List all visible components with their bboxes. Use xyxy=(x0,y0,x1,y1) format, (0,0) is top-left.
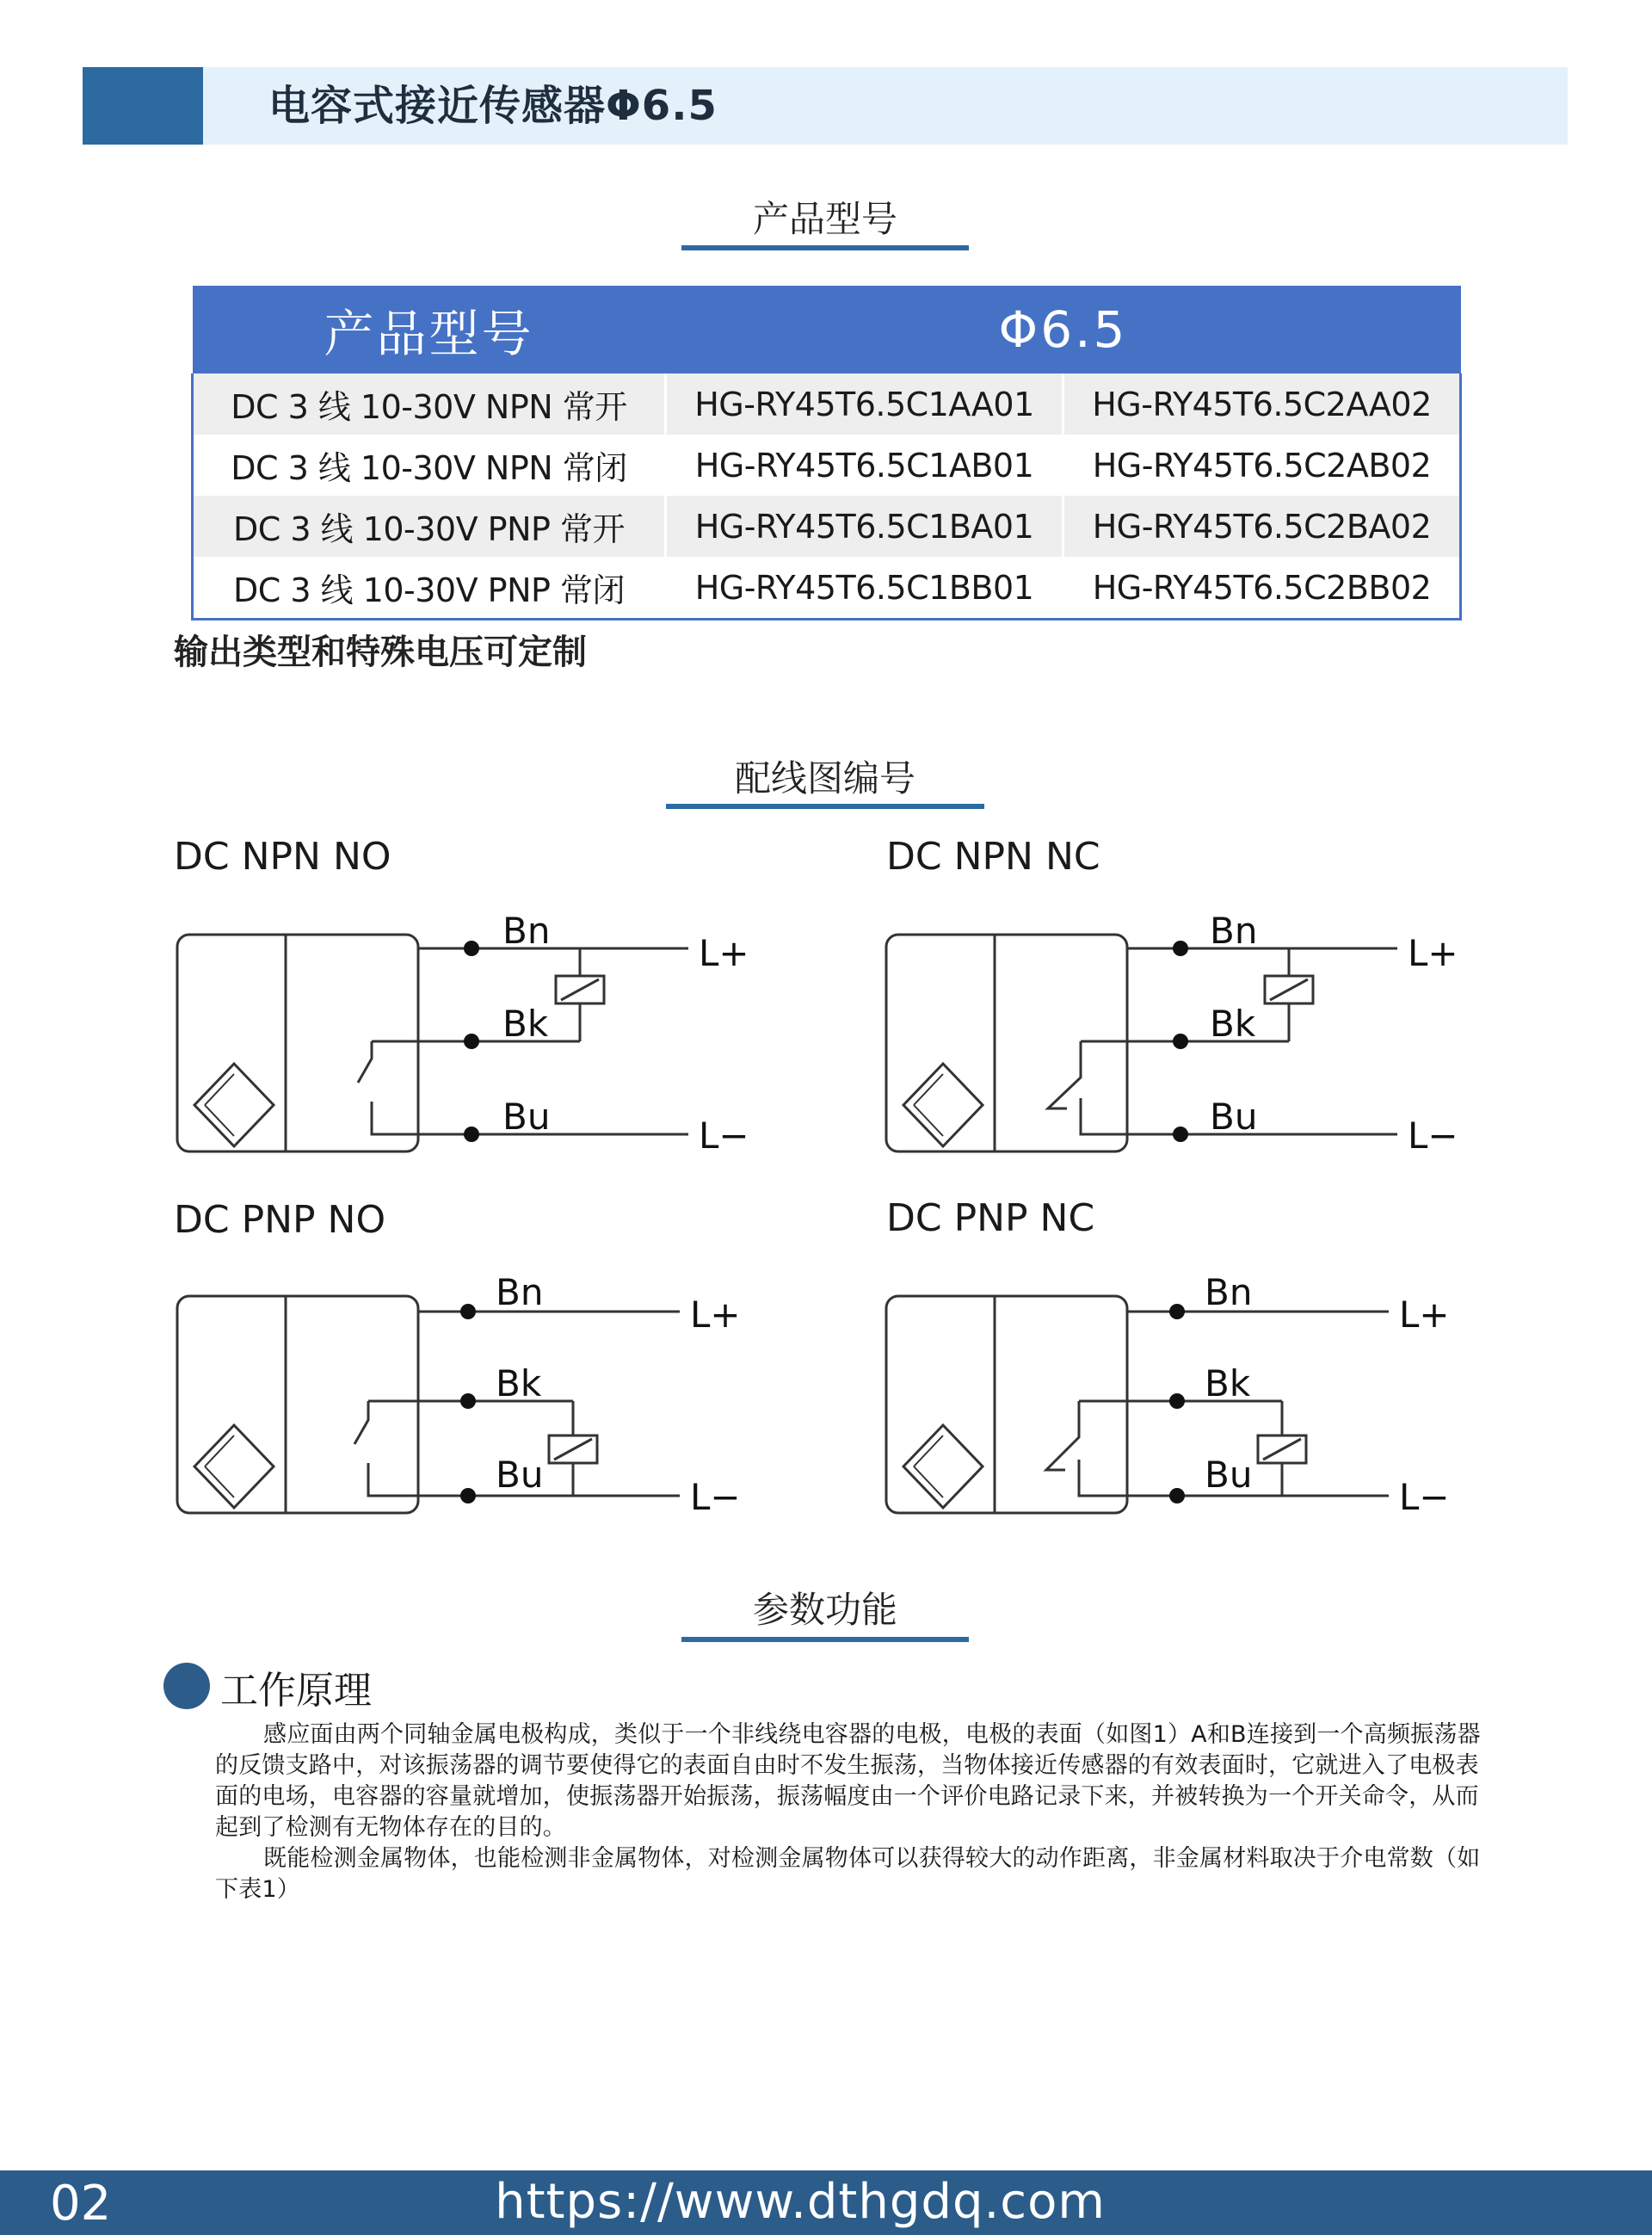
terminal-l-plus: L+ xyxy=(1408,932,1458,974)
terminal-l-minus: L− xyxy=(699,1114,749,1157)
diagram-label-npn-nc: DC NPN NC xyxy=(886,835,1100,879)
wire-label-bn: Bn xyxy=(1210,910,1258,952)
section-title-wiring: 配线图编号 xyxy=(734,757,915,800)
wire-label-bk: Bk xyxy=(502,1003,549,1045)
principle-paragraph-2: 既能检测金属物体，也能检测非金属物体，对检测金属物体可以获得较大的动作距离，非金属材料取决于介电常数（如下表1） xyxy=(215,1845,1481,1903)
terminal-l-minus: L− xyxy=(1408,1114,1458,1157)
wire-label-bk: Bk xyxy=(1205,1362,1251,1405)
table-cell-model: HG-RY45T6.5C1BB01 xyxy=(666,557,1063,620)
terminal-l-plus: L+ xyxy=(1399,1293,1450,1336)
diagram-pnp-nc xyxy=(886,1271,1450,1518)
table-header-size: Φ6.5 xyxy=(666,286,1461,374)
website-link[interactable]: https://www.dthgdq.com xyxy=(495,2174,1106,2230)
diagram-label-pnp-no: DC PNP NO xyxy=(174,1198,386,1242)
principle-paragraph-1: 感应面由两个同轴金属电极构成，类似于一个非线绕电容器的电极，电极的表面（如图1）A和B连接到一个高频振荡器的反馈支路中，对该振荡器的调节要使得它的表面自由时不发生振荡，当物体接近传感器的有效表面时，它就进入了电极表面的电场，电容器的容量就增加，使振荡器开始振荡，振荡幅度由一个评价电路记录下来，并被转换为一个开关命令，从而起到了检测有无物体存在的目的。 xyxy=(215,1721,1481,1841)
table-cell-model: HG-RY45T6.5C1AB01 xyxy=(666,435,1063,496)
table-cell-model: HG-RY45T6.5C2BA02 xyxy=(1063,496,1461,557)
wire-label-bu: Bu xyxy=(502,1096,551,1138)
custom-note: 输出类型和特殊电压可定制 xyxy=(174,633,587,672)
page-title: 电容式接近传感器Φ6.5 xyxy=(268,82,718,130)
table-cell-type: DC 3 线 10-30V NPN 常闭 xyxy=(193,435,666,496)
terminal-l-minus: L− xyxy=(690,1476,741,1518)
terminal-l-plus: L+ xyxy=(690,1293,741,1336)
table-cell-model: HG-RY45T6.5C1BA01 xyxy=(666,496,1063,557)
wire-label-bn: Bn xyxy=(502,910,551,952)
principle-title: 工作原理 xyxy=(220,1669,372,1713)
terminal-l-minus: L− xyxy=(1399,1476,1450,1518)
wire-label-bu: Bu xyxy=(496,1454,544,1496)
diagram-npn-no xyxy=(177,910,749,1157)
wire-label-bu: Bu xyxy=(1210,1096,1258,1138)
table-cell-model: HG-RY45T6.5C2AA02 xyxy=(1063,374,1461,435)
diagram-label-npn-no: DC NPN NO xyxy=(174,835,391,879)
section-underline-params xyxy=(681,1637,969,1642)
diagram-label-pnp-nc: DC PNP NC xyxy=(886,1196,1095,1240)
wire-label-bn: Bn xyxy=(496,1271,544,1313)
table-cell-model: HG-RY45T6.5C1AA01 xyxy=(666,374,1063,435)
diagram-npn-nc xyxy=(886,910,1458,1157)
wire-label-bk: Bk xyxy=(1210,1003,1256,1045)
terminal-l-plus: L+ xyxy=(699,932,749,974)
page-number: 02 xyxy=(50,2176,112,2232)
table-cell-type: DC 3 线 10-30V PNP 常闭 xyxy=(193,557,666,620)
table-cell-model: HG-RY45T6.5C2AB02 xyxy=(1063,435,1461,496)
table-cell-type: DC 3 线 10-30V NPN 常开 xyxy=(193,374,666,435)
table-cell-type: DC 3 线 10-30V PNP 常开 xyxy=(193,496,666,557)
diagram-pnp-no xyxy=(177,1271,741,1518)
table-header-model: 产品型号 xyxy=(193,286,666,374)
wire-label-bk: Bk xyxy=(496,1362,542,1405)
wire-label-bn: Bn xyxy=(1205,1271,1253,1313)
bullet-icon xyxy=(163,1663,210,1709)
section-title-params: 参数功能 xyxy=(752,1589,897,1631)
wire-label-bu: Bu xyxy=(1205,1454,1253,1496)
table-cell-model: HG-RY45T6.5C2BB02 xyxy=(1063,557,1461,620)
section-title-models: 产品型号 xyxy=(752,198,897,240)
